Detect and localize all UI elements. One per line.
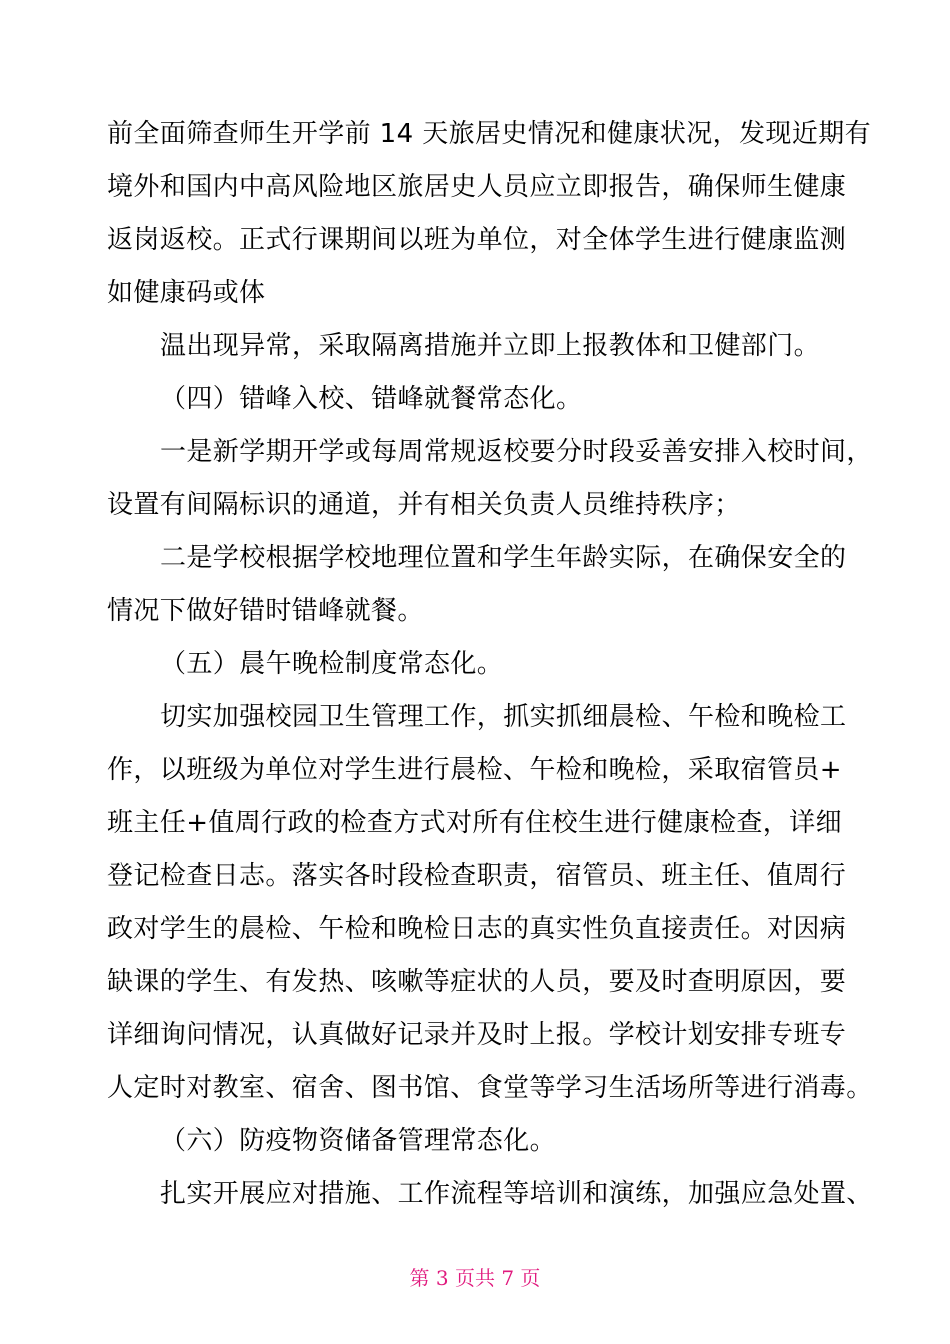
page-number-footer: 第 3 页共 7 页: [409, 1266, 541, 1290]
body-text-line: 设置有间隔标识的通道，并有相关负责人员维持秩序；: [107, 490, 741, 520]
body-text-line: 政对学生的晨检、午检和晚检日志的真实性负直接责任。对因病: [107, 914, 847, 944]
section-heading: （四）错峰入校、错峰就餐常态化。: [160, 384, 583, 414]
body-text-line: 情况下做好错时错峰就餐。: [107, 596, 424, 626]
section-heading: （六）防疫物资储备管理常态化。: [160, 1126, 557, 1156]
body-text-line: 作，以班级为单位对学生进行晨检、午检和晚检，采取宿管员+: [107, 755, 842, 785]
body-text-line: 前全面筛查师生开学前 14 天旅居史情况和健康状况，发现近期有: [107, 119, 872, 149]
section-heading: （五）晨午晚检制度常态化。: [160, 649, 504, 679]
body-text-line: 人定时对教室、宿舍、图书馆、食堂等学习生活场所等进行消毒。: [107, 1073, 873, 1103]
body-text-line: 登记检查日志。落实各时段检查职责，宿管员、班主任、值周行: [107, 861, 847, 891]
body-text-line: 返岗返校。正式行课期间以班为单位，对全体学生进行健康监测: [107, 225, 847, 255]
body-text-line: 二是学校根据学校地理位置和学生年龄实际，在确保安全的: [160, 543, 847, 573]
body-text-line: 扎实开展应对措施、工作流程等培训和演练，加强应急处置、: [160, 1179, 873, 1209]
body-text-line: 班主任+值周行政的检查方式对所有住校生进行健康检查，详细: [107, 808, 842, 838]
body-text-line: 缺课的学生、有发热、咳嗽等症状的人员，要及时查明原因，要: [107, 967, 847, 997]
body-text-line: 一是新学期开学或每周常规返校要分时段妥善安排入校时间，: [160, 437, 873, 467]
body-text-line: 如健康码或体: [107, 278, 266, 308]
body-text-line: 详细询问情况，认真做好记录并及时上报。学校计划安排专班专: [107, 1020, 847, 1050]
body-text-line: 切实加强校园卫生管理工作，抓实抓细晨检、午检和晚检工: [160, 702, 847, 732]
body-text-line: 温出现异常，采取隔离措施并立即上报教体和卫健部门。: [160, 331, 821, 361]
body-text-line: 境外和国内中高风险地区旅居史人员应立即报告，确保师生健康: [107, 172, 847, 202]
